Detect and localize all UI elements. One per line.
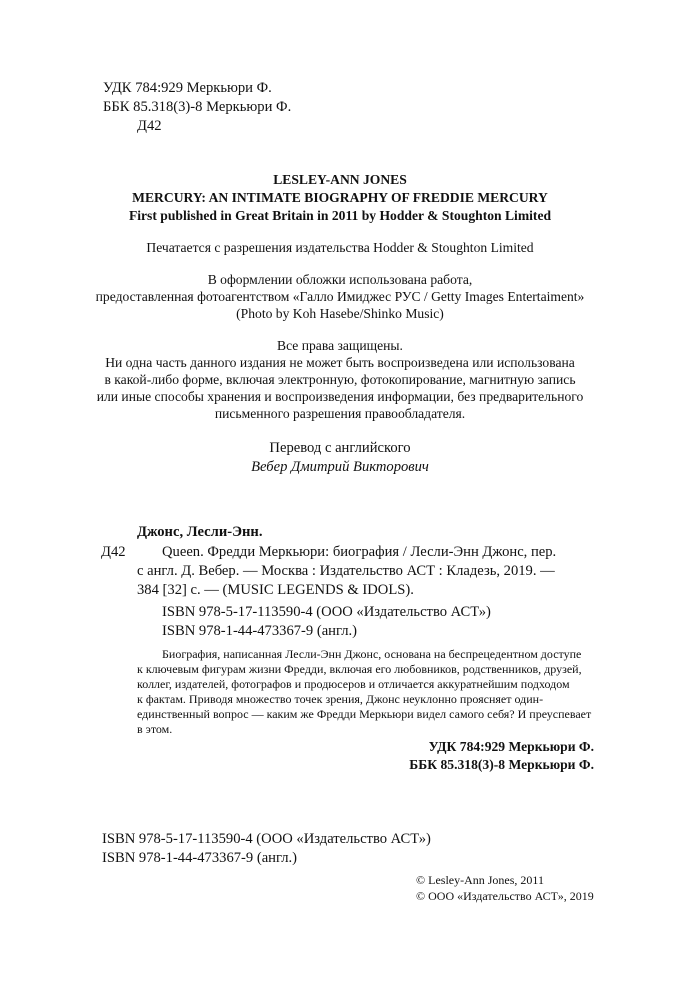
- annotation-line-1: Биография, написанная Лесли-Энн Джонс, основана на беспрецедентном доступе: [162, 647, 582, 661]
- author-mark: Д42: [137, 118, 162, 134]
- footer-isbn-1: ISBN 978-5-17-113590-4 (ООО «Издательство АСТ»): [102, 831, 431, 847]
- rights-line-3: в какой-либо форме, включая электронную, фотокопирование, магнитную запись: [104, 372, 576, 387]
- original-author: LESLEY-ANN JONES: [273, 172, 407, 187]
- annotation-line-2: к ключевым фигурам жизни Фредди, включая его любовников, родственников, друзей,: [137, 662, 582, 676]
- cover-credit-line-3: (Photo by Koh Hasebe/Shinko Music): [236, 306, 444, 321]
- udk-code: УДК 784:929 Меркьюри Ф.: [103, 80, 272, 96]
- rights-line-4: или иные способы хранения и воспроизведения информации, без предварительного: [96, 389, 584, 404]
- bib-line-3: 384 [32] с. — (MUSIC LEGENDS & IDOLS).: [137, 582, 414, 598]
- copyright-translation: © ООО «Издательство АСТ», 2019: [416, 889, 594, 903]
- cover-credit-line-1: В оформлении обложки использована работа,: [207, 272, 473, 287]
- rights-line-1: Все права защищены.: [277, 338, 403, 353]
- permission-line: Печатается с разрешения издательства Hodder & Stoughton Limited: [146, 240, 534, 255]
- annotation-line-4: к фактам. Приводя множество точек зрения, Джонс неуклонно проясняет один-: [137, 692, 544, 706]
- annotation-line-3: коллег, издателей, фотографов и продюсеров и отличается аккуратнейшим подходом: [137, 677, 570, 691]
- catalog-heading: Джонс, Лесли-Энн.: [137, 524, 263, 540]
- catalog-isbn-2: ISBN 978-1-44-473367-9 (англ.): [162, 623, 358, 639]
- rights-line-5: письменного разрешения правообладателя.: [214, 406, 466, 421]
- catalog-bbk: ББК 85.318(3)-8 Меркьюри Ф.: [409, 757, 594, 772]
- annotation-line-6: в этом.: [137, 722, 173, 736]
- footer-isbn-2: ISBN 978-1-44-473367-9 (англ.): [102, 850, 298, 866]
- copyright-original: © Lesley-Ann Jones, 2011: [416, 873, 544, 887]
- bib-line-2: с англ. Д. Вебер. — Москва : Издательство АСТ : Кладезь, 2019. —: [137, 563, 555, 579]
- first-published: First published in Great Britain in 2011 by Hodder & Stoughton Limited: [128, 208, 552, 223]
- original-title: MERCURY: AN INTIMATE BIOGRAPHY OF FREDDIE MERCURY: [132, 190, 548, 205]
- translator-name: Вебер Дмитрий Викторович: [251, 459, 429, 475]
- bib-line-1: Queen. Фредди Меркьюри: биография / Лесли-Энн Джонс, пер.: [162, 544, 557, 560]
- rights-line-2: Ни одна часть данного издания не может быть воспроизведена или использована: [105, 355, 575, 370]
- catalog-udk: УДК 784:929 Меркьюри Ф.: [428, 739, 594, 754]
- bbk-code: ББК 85.318(3)-8 Меркьюри Ф.: [103, 99, 292, 115]
- translation-label: Перевод с английского: [269, 440, 411, 456]
- cover-credit-line-2: предоставленная фотоагентством «Галло Имиджес РУС / Getty Images Entertaiment»: [95, 289, 585, 304]
- annotation-line-5: единственный вопрос — каким же Фредди Меркьюри видел самого себя? И преуспевает: [137, 707, 592, 721]
- catalog-mark: Д42: [101, 544, 126, 560]
- catalog-isbn-1: ISBN 978-5-17-113590-4 (ООО «Издательство АСТ»): [162, 604, 491, 620]
